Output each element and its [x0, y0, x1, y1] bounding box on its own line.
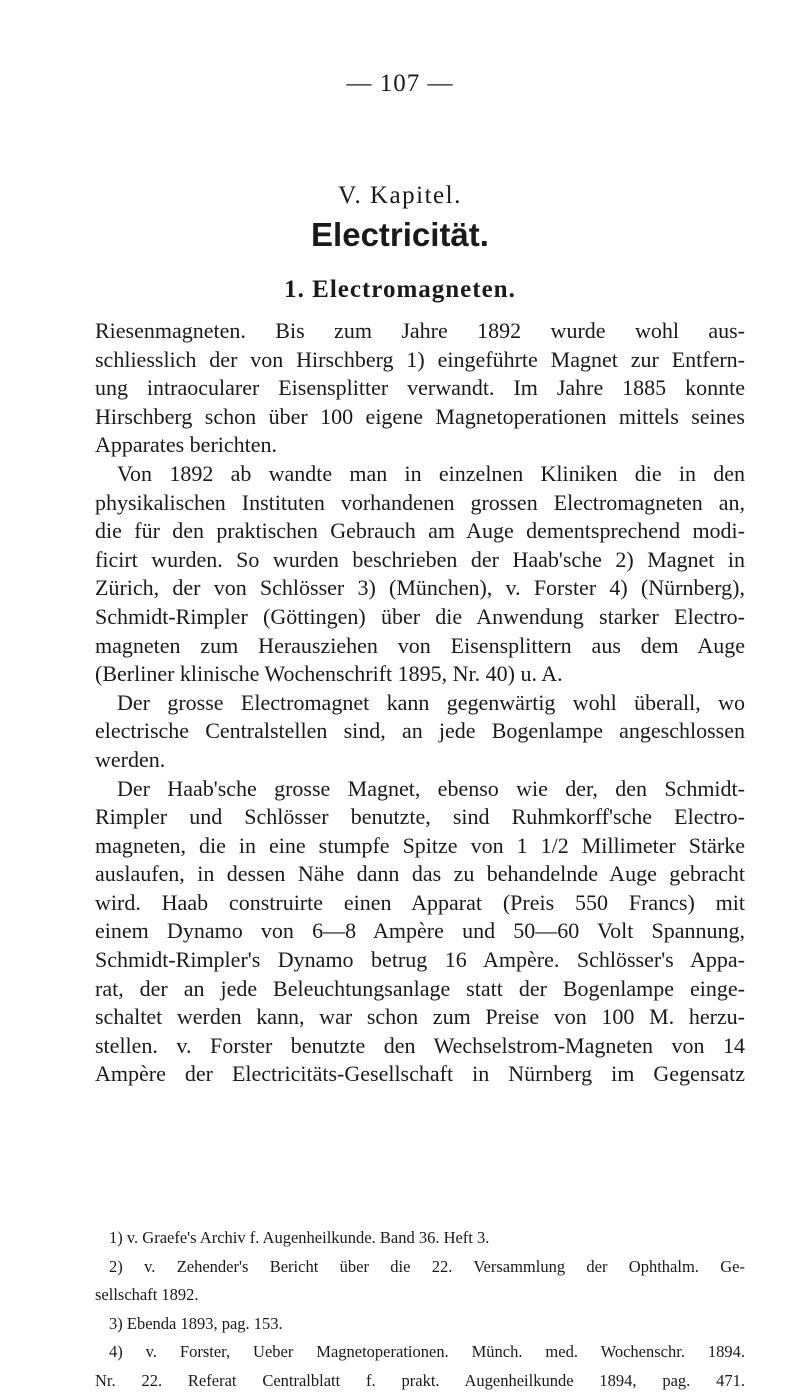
- text-line: Schmidt-Rimpler's Dynamo betrug 16 Ampère. Schlösser's Appa-: [95, 947, 745, 973]
- text-line: Der Haab'sche grosse Magnet, ebenso wie der, den Schmidt-: [117, 775, 745, 801]
- footnote: 4) v. Forster, Ueber Magnetoperationen. Münch. med. Wochenschr. 1894.: [109, 1342, 745, 1362]
- text-line: Schmidt-Rimpler (Göttingen) über die Anwendung starker Electro-: [95, 603, 745, 629]
- text-line: Ampère der Electricitäts-Gesellschaft in Nürnberg im Gegensatz: [95, 1061, 745, 1087]
- text-line: physikalischen Instituten vorhandenen grossen Electromagneten an,: [95, 489, 745, 515]
- section-heading: 1. Electromagneten.: [284, 276, 516, 303]
- text-line: schaltet werden kann, war schon zum Preise von 100 M. herzu-: [95, 1004, 745, 1030]
- text-line: magneten, die in eine stumpfe Spitze von 1 1/2 Millimeter Stärke: [95, 832, 745, 858]
- chapter-title: Electricität.: [311, 216, 489, 253]
- footnote: 2) v. Zehender's Bericht über die 22. Versammlung der Ophthalm. Ge-: [109, 1256, 745, 1276]
- footnotes: [95, 1226, 745, 1398]
- text-line: ficirt wurden. So wurden beschrieben der Haab'sche 2) Magnet in: [95, 546, 745, 572]
- footnote: 1) v. Graefe's Archiv f. Augenheilkunde. Band 36. Heft 3.: [109, 1228, 490, 1247]
- text-line: magneten zum Herausziehen von Eisensplittern aus dem Auge: [95, 632, 745, 658]
- text-line: wird. Haab construirte einen Apparat (Preis 550 Francs) mit: [95, 889, 745, 915]
- text-line: schliesslich der von Hirschberg 1) eingeführte Magnet zur Entfern-: [95, 346, 745, 372]
- footnote: 3) Ebenda 1893, pag. 153.: [109, 1313, 283, 1333]
- text-line: Von 1892 ab wandte man in einzelnen Kliniken die in den: [117, 460, 745, 486]
- page-number: — 107 —: [346, 70, 454, 97]
- body-text: [95, 317, 745, 1089]
- text-line: Rimpler und Schlösser benutzte, sind Ruhmkorff'sche Electro-: [95, 804, 745, 830]
- text-line: die für den praktischen Gebrauch am Auge dementsprechend modi-: [95, 518, 745, 544]
- text-line: Apparates berichten.: [95, 432, 278, 458]
- text-line: Hirschberg schon über 100 eigene Magnetoperationen mittels seines: [95, 403, 745, 429]
- footnote-continuation: Nr. 22. Referat Centralblatt f. prakt. Augenheilkunde 1894, pag. 471.: [95, 1370, 745, 1390]
- text-line: einem Dynamo von 6—8 Ampère und 50—60 Volt Spannung,: [95, 918, 745, 944]
- text-line: electrische Centralstellen sind, an jede Bogenlampe angeschlossen: [95, 718, 745, 744]
- text-line: auslaufen, in dessen Nähe dann das zu behandelnde Auge gebracht: [95, 861, 745, 887]
- text-line: Zürich, der von Schlösser 3) (München), v. Forster 4) (Nürnberg),: [95, 575, 745, 601]
- text-line: Riesenmagneten. Bis zum Jahre 1892 wurde wohl aus-: [95, 318, 745, 343]
- text-line: stellen. v. Forster benutzte den Wechselstrom-Magneten von 14: [95, 1032, 745, 1058]
- text-line: rat, der an jede Beleuchtungsanlage statt der Bogenlampe einge-: [95, 975, 745, 1001]
- chapter-heading: V. Kapitel.: [338, 182, 462, 209]
- text-line: ung intraocularer Eisensplitter verwandt. Im Jahre 1885 konnte: [95, 375, 745, 401]
- text-line: werden.: [95, 746, 166, 772]
- text-line: (Berliner klinische Wochenschrift 1895, Nr. 40) u. A.: [95, 661, 563, 687]
- footnote-continuation: sellschaft 1892.: [95, 1285, 199, 1305]
- text-line: Der grosse Electromagnet kann gegenwärtig wohl überall, wo: [117, 689, 745, 715]
